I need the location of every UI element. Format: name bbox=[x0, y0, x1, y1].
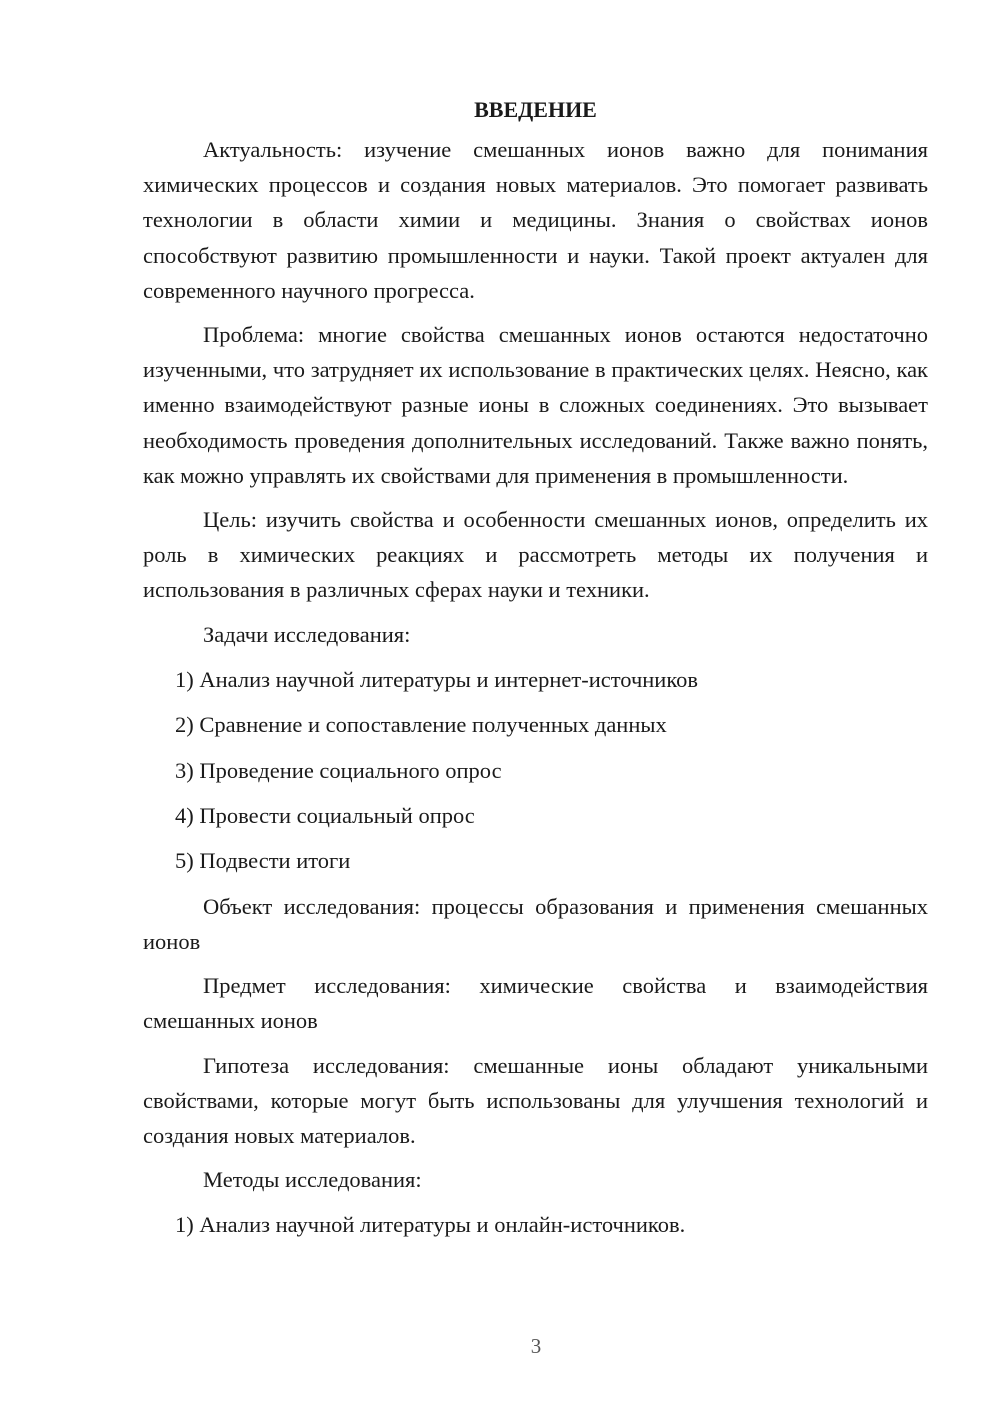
hypothesis-paragraph: Гипотеза исследования: смешанные ионы обладают уникальными свойствами, которые могут быть использованы для улучшения технологий и создания новых материалов. bbox=[143, 1052, 928, 1149]
list-item: 2) Сравнение и сопоставление полученных данных bbox=[175, 712, 667, 738]
subject-paragraph: Предмет исследования: химические свойства и взаимодействия смешанных ионов bbox=[143, 973, 928, 1034]
list-item: 1) Анализ научной литературы и онлайн-источников. bbox=[175, 1212, 686, 1238]
list-item: 3) Проведение социального опрос bbox=[175, 757, 502, 783]
tasks-list bbox=[143, 662, 928, 879]
problem-paragraph: Проблема: многие свойства смешанных ионов остаются недостаточно изученными, что затрудняет их использование в практических целях. Неясно, как именно взаимодействуют разные ионы в сложных соединениях. Это вызывает необходимость проведения дополнительных исследований. Также важно понять, как можно управлять их свойствами для применения в промышленности. bbox=[143, 322, 928, 488]
list-item: 1) Анализ научной литературы и интернет-источников bbox=[175, 666, 699, 692]
goal-paragraph: Цель: изучить свойства и особенности смешанных ионов, определить их роль в химических реакциях и рассмотреть методы их получения и использования в различных сферах науки и техники. bbox=[143, 507, 928, 603]
object-paragraph: Объект исследования: процессы образования и применения смешанных ионов bbox=[143, 893, 928, 954]
page-content bbox=[143, 96, 928, 1253]
list-item: 4) Провести социальный опрос bbox=[175, 803, 475, 829]
page-title: ВВЕДЕНИЕ bbox=[474, 97, 597, 122]
relevance-paragraph: Актуальность: изучение смешанных ионов важно для понимания химических процессов и создания новых материалов. Это помогает развивать технологии в области химии и медицины. Знания о свойствах ионов способствуют развитию промышленности и науки. Такой проект актуален для современного научного прогресса. bbox=[143, 137, 928, 303]
methods-heading: Методы исследования: bbox=[203, 1167, 422, 1193]
methods-list bbox=[143, 1207, 928, 1242]
list-item: 5) Подвести итоги bbox=[175, 848, 351, 874]
page-number: 3 bbox=[530, 1334, 542, 1358]
tasks-heading: Задачи исследования: bbox=[203, 621, 411, 647]
